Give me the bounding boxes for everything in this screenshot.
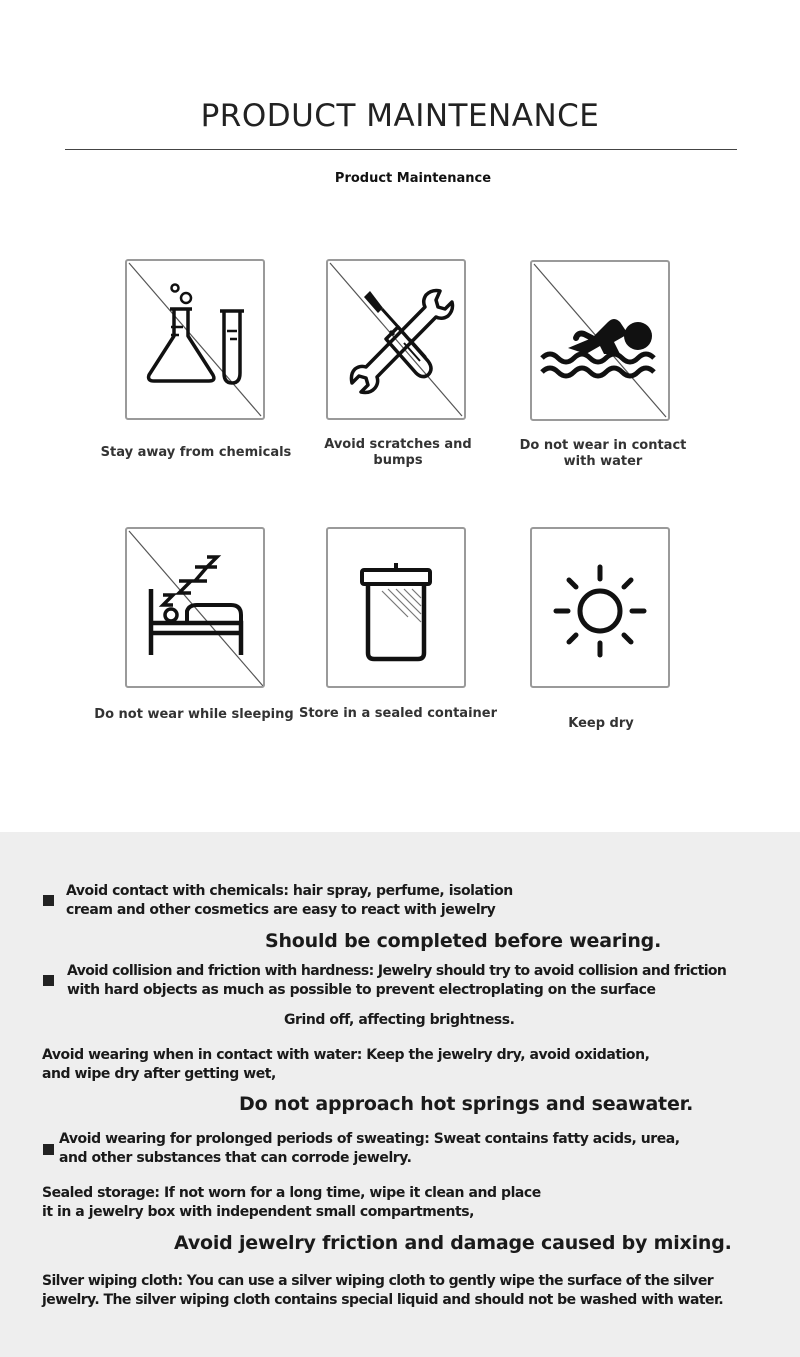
scratches-caption: Avoid scratches and bumps [324, 437, 472, 468]
tip-collision-line2: with hard objects as much as possible to prevent electroplating on the surface [67, 982, 656, 998]
sealed-container-icon [328, 529, 464, 686]
tip-collision-line1: Avoid collision and friction with hardness: Jewelry should try to avoid collision and friction [67, 963, 727, 979]
tip-water-emphasis: Do not approach hot springs and seawater. [239, 1093, 694, 1115]
tip-storage-line1: Sealed storage: If not worn for a long time, wipe it clean and place [42, 1185, 541, 1201]
bullet-square-icon [43, 895, 54, 906]
title-divider [65, 149, 737, 150]
tip-collision-continuation: Grind off, affecting brightness. [284, 1012, 515, 1028]
tip-water-line2: and wipe dry after getting wet, [42, 1066, 276, 1082]
tools-icon [328, 261, 464, 418]
tip-cloth-line2: jewelry. The silver wiping cloth contains special liquid and should not be washed with water. [42, 1292, 724, 1308]
sealed-caption: Store in a sealed container [298, 706, 498, 721]
scratches-card [326, 259, 466, 420]
swimming-icon [532, 262, 668, 419]
tip-chemicals-line2: cream and other cosmetics are easy to react with jewelry [66, 902, 496, 918]
page-title: PRODUCT MAINTENANCE [200, 98, 600, 134]
water-caption: Do not wear in contact with water [519, 438, 687, 469]
water-card [530, 260, 670, 421]
chemicals-caption: Stay away from chemicals [100, 445, 292, 460]
sleeping-card [125, 527, 265, 688]
bullet-square-icon [43, 1144, 54, 1155]
chemicals-icon [127, 261, 263, 418]
section-subtitle: Product Maintenance [334, 171, 492, 186]
tip-cloth-line1: Silver wiping cloth: You can use a silver wiping cloth to gently wipe the surface of the silver [42, 1273, 714, 1289]
sleeping-icon [127, 529, 263, 686]
tip-storage-line2: it in a jewelry box with independent small compartments, [42, 1204, 474, 1220]
tip-chemicals-line1: Avoid contact with chemicals: hair spray, perfume, isolation [66, 883, 513, 899]
chemicals-card [125, 259, 265, 420]
tip-storage-emphasis: Avoid jewelry friction and damage caused by mixing. [174, 1232, 732, 1254]
bullet-square-icon [43, 975, 54, 986]
sun-icon [532, 529, 668, 686]
tip-chemicals-emphasis: Should be completed before wearing. [265, 930, 662, 952]
dry-card [530, 527, 670, 688]
tip-sweat-line2: and other substances that can corrode jewelry. [59, 1150, 412, 1166]
sealed-card [326, 527, 466, 688]
dry-caption: Keep dry [568, 716, 634, 731]
tip-sweat-line1: Avoid wearing for prolonged periods of sweating: Sweat contains fatty acids, urea, [59, 1131, 680, 1147]
sleeping-caption: Do not wear while sleeping [94, 707, 294, 722]
tip-water-line1: Avoid wearing when in contact with water: Keep the jewelry dry, avoid oxidation, [42, 1047, 650, 1063]
